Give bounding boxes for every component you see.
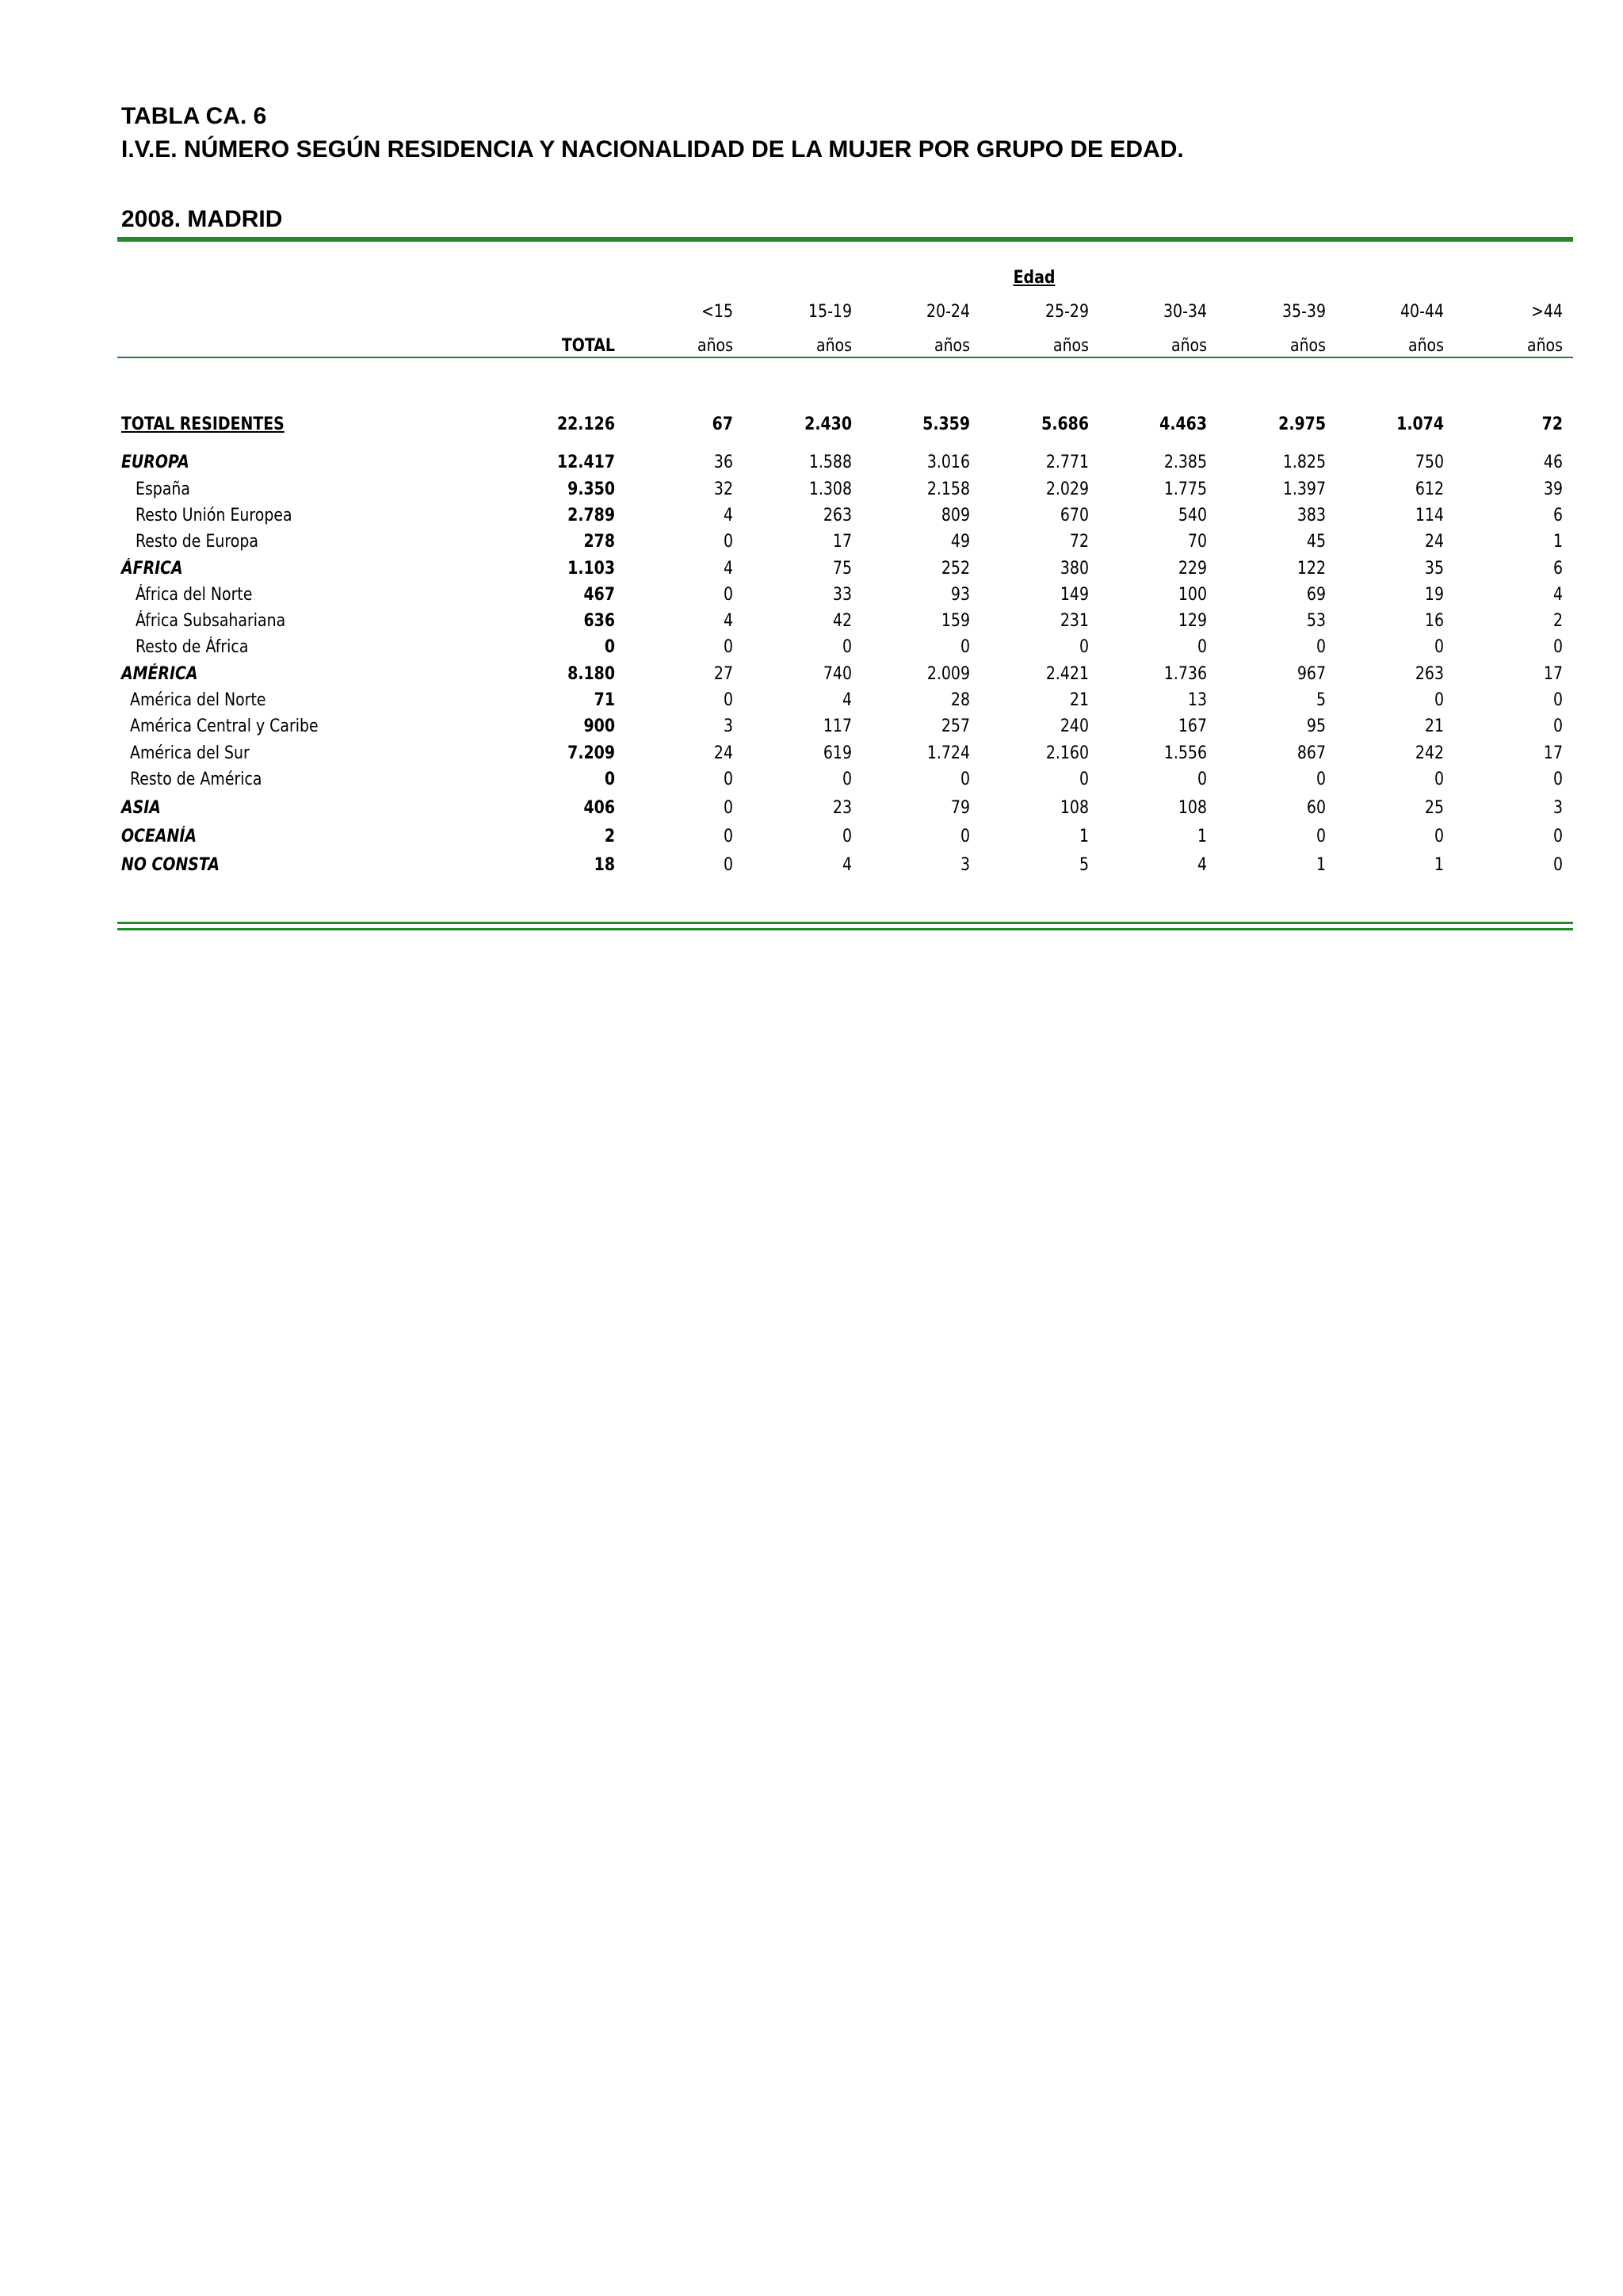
row-label: América del Norte [130,690,266,710]
table-cell: 1.588 [808,453,852,472]
table-cell: 0 [723,690,733,710]
table-cell: 4 [723,611,733,631]
table-cell: 2.160 [1045,743,1089,763]
row-total: 2 [604,827,615,846]
table-cell: 114 [1415,506,1444,525]
table-cell: 95 [1306,716,1326,736]
row-label: África del Norte [136,585,253,605]
column-header-unit: años [697,336,733,356]
table-cell: 35 [1424,559,1444,579]
table-cell: 167 [1178,716,1207,736]
table-cell: 0 [723,855,733,875]
table-cell: 16 [1424,611,1444,631]
column-header-range: 20-24 [926,302,970,322]
column-header-unit: años [1052,336,1089,356]
table-cell: 0 [960,637,970,657]
row-label: TOTAL RESIDENTES [121,415,285,434]
table-cell: 240 [1060,716,1089,736]
row-total: 1.103 [567,559,615,579]
column-header-range: 30-34 [1163,302,1207,322]
table-cell: 42 [832,611,852,631]
table-cell: 5 [1079,855,1089,875]
table-cell: 6 [1552,559,1563,579]
row-label: OCEANÍA [121,827,197,846]
row-total: 0 [604,770,615,789]
table-cell: 93 [950,585,970,605]
table-cell: 1 [1434,855,1444,875]
table-cell: 33 [832,585,852,605]
table-cell: 0 [1316,637,1326,657]
table-cell: 1.775 [1163,479,1207,499]
table-cell: 2.421 [1045,664,1089,684]
table-cell: 21 [1424,716,1444,736]
table-cell: 0 [1197,770,1207,789]
table-cell: 4 [842,855,852,875]
table-cell: 1 [1552,532,1563,552]
table-subtitle: 2008. MADRID [121,206,283,232]
table-cell: 263 [823,506,852,525]
bottom-rule-2 [117,928,1573,930]
table-cell: 0 [1434,690,1444,710]
table-cell: 5.686 [1041,415,1089,434]
table-cell: 100 [1178,585,1207,605]
row-total: 467 [583,585,615,605]
table-cell: 2 [1552,611,1563,631]
table-cell: 0 [1552,770,1563,789]
table-cell: 809 [941,506,970,525]
row-total: 22.126 [556,415,615,434]
table-cell: 19 [1424,585,1444,605]
table-cell: 750 [1415,453,1444,472]
table-cell: 0 [1434,637,1444,657]
table-cell: 1.825 [1282,453,1326,472]
table-cell: 1.397 [1282,479,1326,499]
table-cell: 27 [713,664,733,684]
table-cell: 619 [823,743,852,763]
table-cell: 0 [1316,827,1326,846]
table-cell: 612 [1415,479,1444,499]
table-cell: 67 [712,415,733,434]
column-header-unit: años [1170,336,1207,356]
column-header-range: 25-29 [1045,302,1089,322]
table-cell: 4 [723,559,733,579]
table-cell: 0 [1552,690,1563,710]
table-cell: 79 [950,798,970,818]
table-cell: 1 [1197,827,1207,846]
row-label: Resto de Europa [136,532,258,552]
table-cell: 3 [1552,798,1563,818]
table-cell: 2.385 [1163,453,1207,472]
table-cell: 231 [1060,611,1089,631]
table-id: TABLA CA. 6 [121,103,267,129]
table-cell: 149 [1060,585,1089,605]
row-total: 0 [604,637,615,657]
column-header-total: TOTAL [561,336,615,356]
row-total: 7.209 [567,743,615,763]
table-cell: 0 [1434,827,1444,846]
table-cell: 229 [1178,559,1207,579]
top-rule [117,237,1573,242]
table-cell: 252 [941,559,970,579]
row-total: 12.417 [556,453,615,472]
column-header-unit: años [1526,336,1563,356]
table-cell: 0 [842,637,852,657]
table-cell: 2.009 [926,664,970,684]
row-label: Resto Unión Europea [136,506,292,525]
age-group-label: Edad [1013,268,1056,288]
table-cell: 2.771 [1045,453,1089,472]
row-label: Resto de América [130,770,262,789]
row-label: América Central y Caribe [130,716,319,736]
header-rule [117,357,1573,358]
column-header-range: 40-44 [1400,302,1444,322]
table-cell: 70 [1187,532,1207,552]
table-title: I.V.E. NÚMERO SEGÚN RESIDENCIA Y NACIONALIDAD DE LA MUJER POR GRUPO DE EDAD. [121,136,1184,162]
row-total: 8.180 [567,664,615,684]
table-cell: 5 [1316,690,1326,710]
table-cell: 0 [1552,716,1563,736]
table-cell: 0 [1552,855,1563,875]
table-cell: 1.724 [926,743,970,763]
table-cell: 6 [1552,506,1563,525]
row-total: 9.350 [567,479,615,499]
table-cell: 69 [1306,585,1326,605]
row-label: AMÉRICA [121,664,198,684]
row-label: ÁFRICA [121,559,183,579]
table-cell: 39 [1543,479,1563,499]
row-label: España [136,479,191,499]
table-cell: 1.074 [1396,415,1444,434]
table-cell: 45 [1306,532,1326,552]
table-cell: 117 [823,716,852,736]
table-cell: 670 [1060,506,1089,525]
table-cell: 25 [1424,798,1444,818]
table-cell: 0 [960,770,970,789]
table-cell: 3.016 [926,453,970,472]
column-header-unit: años [1407,336,1444,356]
row-label: EUROPA [121,453,189,472]
table-cell: 1.736 [1163,664,1207,684]
table-cell: 108 [1178,798,1207,818]
table-cell: 0 [723,798,733,818]
table-cell: 3 [723,716,733,736]
row-total: 2.789 [567,506,615,525]
table-cell: 242 [1415,743,1444,763]
column-header-unit: años [1289,336,1326,356]
table-cell: 17 [1543,664,1563,684]
table-cell: 867 [1296,743,1326,763]
table-cell: 263 [1415,664,1444,684]
table-cell: 0 [723,532,733,552]
table-cell: 72 [1541,415,1563,434]
table-cell: 0 [1552,827,1563,846]
table-cell: 32 [713,479,733,499]
table-cell: 0 [723,637,733,657]
table-cell: 0 [1316,770,1326,789]
table-cell: 5.359 [922,415,970,434]
row-total: 18 [594,855,615,875]
row-label: NO CONSTA [121,855,220,875]
table-cell: 0 [723,585,733,605]
row-label: Resto de África [136,637,249,657]
row-total: 900 [583,716,615,736]
column-header-range: 35-39 [1282,302,1326,322]
table-cell: 0 [723,770,733,789]
table-cell: 2.975 [1278,415,1326,434]
column-header-unit: años [815,336,852,356]
row-label: África Subsahariana [136,611,286,631]
table-cell: 0 [842,827,852,846]
table-cell: 4 [723,506,733,525]
table-cell: 0 [1079,770,1089,789]
table-cell: 36 [713,453,733,472]
column-header-range: >44 [1531,302,1563,322]
column-header-unit: años [934,336,970,356]
table-cell: 49 [950,532,970,552]
table-cell: 129 [1178,611,1207,631]
table-cell: 21 [1069,690,1089,710]
table-cell: 24 [713,743,733,763]
table-cell: 1.556 [1163,743,1207,763]
table-cell: 540 [1178,506,1207,525]
table-cell: 257 [941,716,970,736]
table-cell: 28 [950,690,970,710]
bottom-rule-1 [117,922,1573,924]
table-cell: 17 [1543,743,1563,763]
table-cell: 0 [723,827,733,846]
table-cell: 4 [1552,585,1563,605]
table-cell: 1.308 [808,479,852,499]
table-cell: 17 [832,532,852,552]
table-cell: 2.430 [804,415,852,434]
table-cell: 1 [1316,855,1326,875]
table-cell: 122 [1296,559,1326,579]
table-cell: 60 [1306,798,1326,818]
table-cell: 159 [941,611,970,631]
table-cell: 72 [1069,532,1089,552]
table-cell: 0 [1197,637,1207,657]
table-cell: 4 [842,690,852,710]
table-cell: 3 [960,855,970,875]
table-cell: 967 [1296,664,1326,684]
table-cell: 2.158 [926,479,970,499]
table-cell: 0 [1552,637,1563,657]
table-cell: 2.029 [1045,479,1089,499]
table-cell: 383 [1296,506,1326,525]
table-cell: 46 [1543,453,1563,472]
table-cell: 380 [1060,559,1089,579]
table-cell: 0 [1434,770,1444,789]
table-cell: 24 [1424,532,1444,552]
table-cell: 1 [1079,827,1089,846]
column-header-range: 15-19 [808,302,852,322]
row-total: 71 [594,690,615,710]
table-cell: 75 [832,559,852,579]
table-cell: 0 [960,827,970,846]
row-total: 406 [583,798,615,818]
table-cell: 53 [1306,611,1326,631]
table-cell: 108 [1060,798,1089,818]
table-cell: 0 [842,770,852,789]
table-cell: 13 [1187,690,1207,710]
row-label: América del Sur [130,743,250,763]
row-label: ASIA [121,798,161,818]
table-cell: 4 [1197,855,1207,875]
table-cell: 23 [832,798,852,818]
column-header-range: <15 [701,302,733,322]
table-cell: 740 [823,664,852,684]
table-cell: 0 [1079,637,1089,657]
table-cell: 4.463 [1159,415,1207,434]
row-total: 636 [583,611,615,631]
row-total: 278 [583,532,615,552]
